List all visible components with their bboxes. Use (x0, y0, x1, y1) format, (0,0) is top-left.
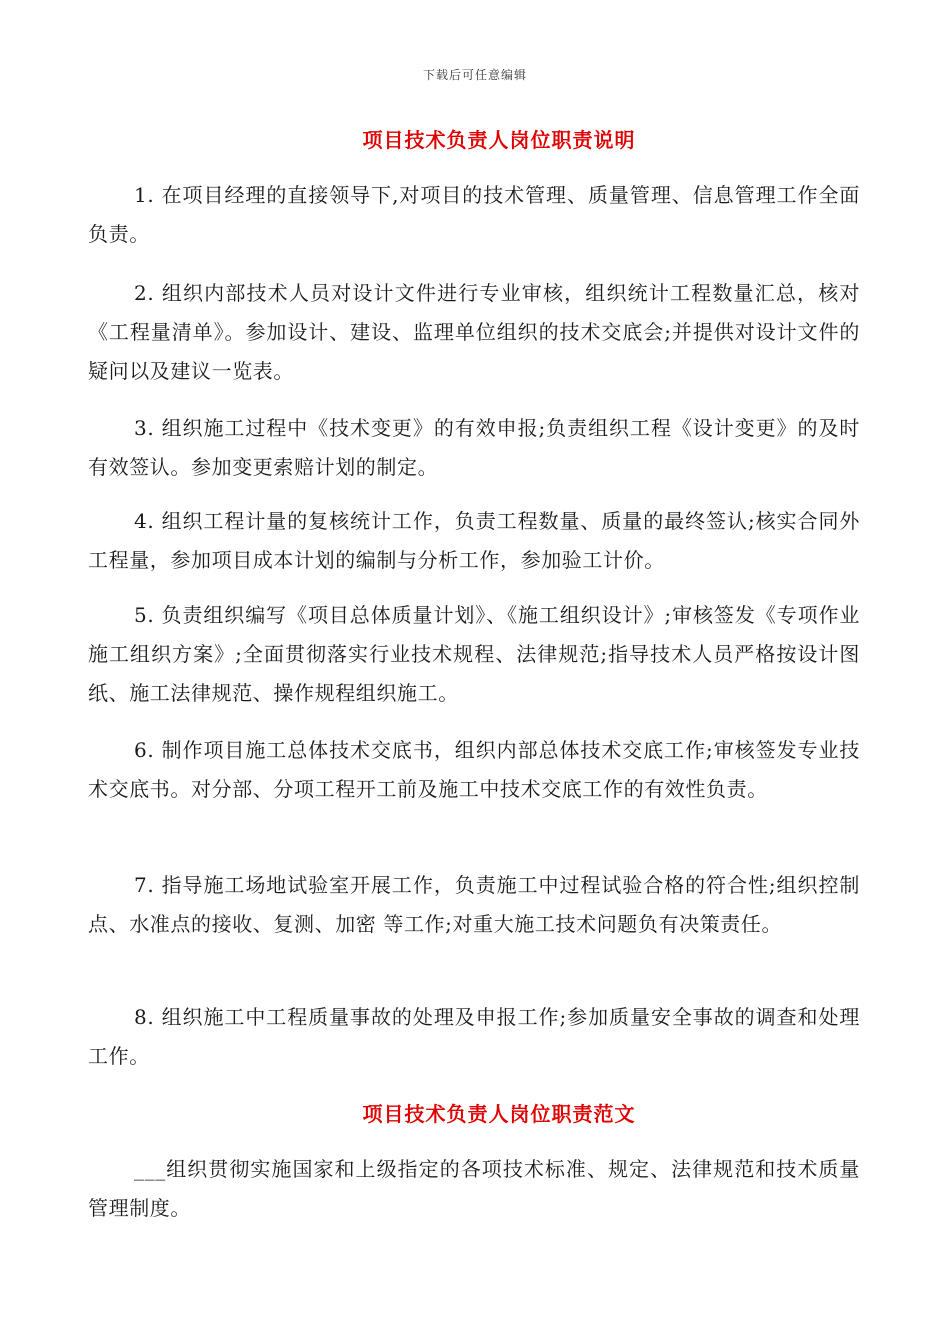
paragraph-4: 4. 组织工程计量的复核统计工作，负责工程数量、质量的最终签认;核实合同外工程量，参加项目成本计划的编制与分析工作，参加验工计价。 (88, 509, 860, 572)
section-title-duties: 项目技术负责人岗位职责说明 (362, 128, 636, 152)
paragraph-5: 5. 负责组织编写《项目总体质量计划》、《施工组织设计》;审核签发《专项作业施工组织方案》;全面贯彻落实行业技术规程、法律规范;指导技术人员严格按设计图纸、施工法律规范、操作规程组织施工。 (88, 603, 860, 705)
paragraph-7: 7. 指导施工场地试验室开展工作，负责施工中过程试验合格的符合性;组织控制点、水准点的接收、复测、加密 等工作;对重大施工技术问题负有决策责任。 (88, 873, 860, 936)
paragraph-2: 2. 组织内部技术人员对设计文件进行专业审核，组织统计工程数量汇总，核对《工程量清单》。参加设计、建设、监理单位组织的技术交底会;并提供对设计文件的疑问以及建议一览表。 (88, 281, 860, 383)
paragraph-8: 8. 组织施工中工程质量事故的处理及申报工作;参加质量安全事故的调查和处理工作。 (88, 1005, 860, 1068)
paragraph-3: 3. 组织施工过程中《技术变更》的有效申报;负责组织工程《设计变更》的及时有效签认。参加变更索赔计划的制定。 (88, 416, 860, 479)
header-note: 下载后可任意编辑 (422, 68, 527, 82)
paragraph-sample-1: ___组织贯彻实施国家和上级指定的各项技术标准、规定、法律规范和技术质量管理制度。 (88, 1157, 860, 1220)
paragraph-1: 1. 在项目经理的直接领导下,对项目的技术管理、质量管理、信息管理工作全面负责。 (88, 183, 860, 246)
section-title-sample: 项目技术负责人岗位职责范文 (362, 1102, 636, 1126)
paragraph-6: 6. 制作项目施工总体技术交底书，组织内部总体技术交底工作;审核签发专业技术交底书。对分部、分项工程开工前及施工中技术交底工作的有效性负责。 (88, 738, 860, 801)
